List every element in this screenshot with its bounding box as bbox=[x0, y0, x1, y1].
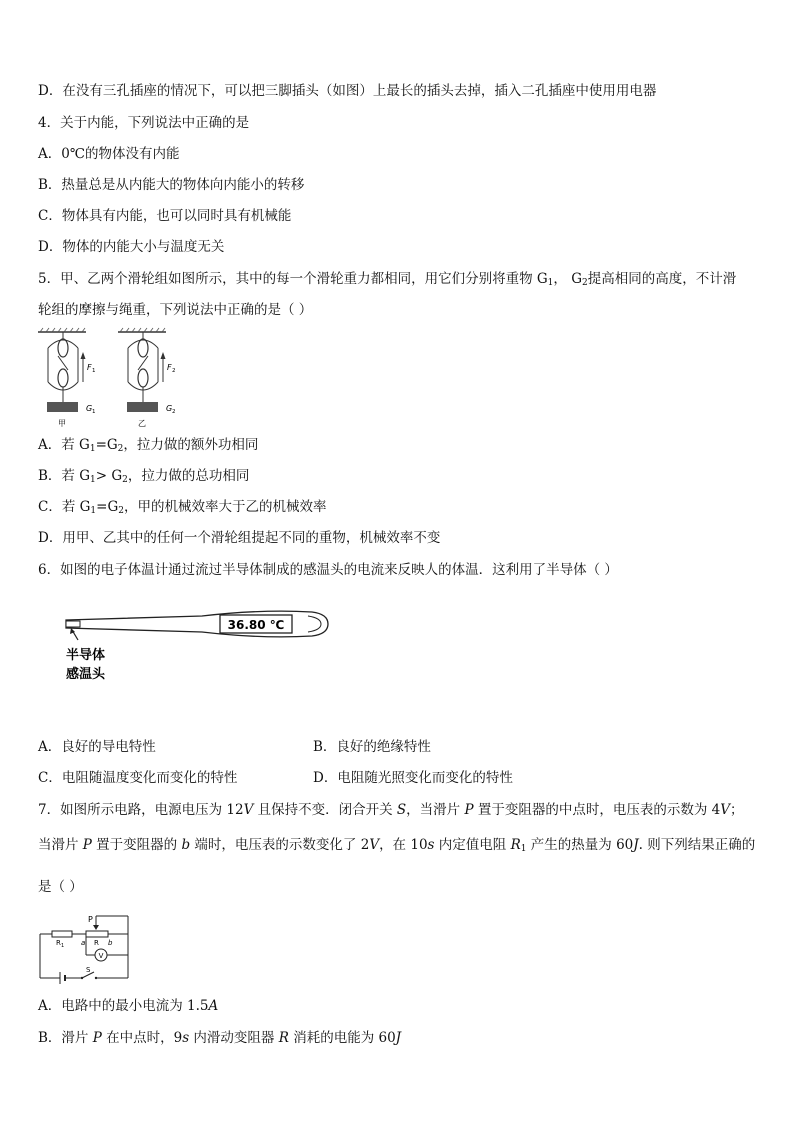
q7-stem-line3: 是（ ） bbox=[38, 879, 83, 895]
q6-stem: 6．如图的电子体温计通过流过半导体制成的感温头的电流来反映人的体温．这利用了半导体（ ） bbox=[38, 562, 618, 578]
q6-option-d: D．电阻随光照变化而变化的特性 bbox=[313, 770, 513, 786]
q7-option-b: B．滑片 P 在中点时，9s 内滑动变阻器 R 消耗的电能为 60J bbox=[38, 1030, 402, 1046]
svg-text:b: b bbox=[108, 939, 113, 947]
svg-text:1: 1 bbox=[61, 943, 65, 949]
svg-text:S: S bbox=[86, 966, 91, 974]
q6-option-b: B．良好的绝缘特性 bbox=[313, 739, 431, 755]
q4-stem: 4．关于内能，下列说法中正确的是 bbox=[38, 115, 250, 131]
q4-option-a: A．0℃的物体没有内能 bbox=[38, 146, 180, 162]
svg-text:R: R bbox=[56, 939, 61, 947]
svg-text:F: F bbox=[87, 363, 92, 372]
q3-option-d: D．在没有三孔插座的情况下，可以把三脚插头（如图）上最长的插头去掉，插入二孔插座中使用用电器 bbox=[38, 83, 657, 99]
q5-option-b: B．若 $G_1> G_2$，拉力做的总功相同 bbox=[38, 468, 250, 485]
svg-text:甲: 甲 bbox=[58, 419, 66, 428]
svg-text:G: G bbox=[166, 404, 173, 413]
svg-text:2: 2 bbox=[172, 368, 176, 374]
svg-text:1: 1 bbox=[92, 368, 96, 374]
q5-stem-line1: 5．甲、乙两个滑轮组如图所示，其中的每一个滑轮重力都相同，用它们分别将重物 $G_1$， $G_2$提高相同的高度，不计滑 bbox=[38, 271, 737, 288]
svg-text:V: V bbox=[98, 952, 104, 960]
q6-option-a: A．良好的导电特性 bbox=[38, 739, 156, 755]
q6-option-c: C．电阻随温度变化而变化的特性 bbox=[38, 770, 238, 786]
q5-option-a: A．若 $G_1=G_2$，拉力做的额外功相同 bbox=[38, 437, 259, 454]
circuit-figure bbox=[38, 910, 134, 984]
svg-text:乙: 乙 bbox=[138, 419, 146, 428]
q4-option-b: B．热量总是从内能大的物体向内能小的转移 bbox=[38, 177, 305, 193]
svg-text:P: P bbox=[88, 915, 93, 924]
svg-text:G: G bbox=[86, 404, 93, 413]
thermometer-figure bbox=[62, 606, 334, 690]
svg-text:1: 1 bbox=[92, 409, 96, 415]
q7-stem-line2: 当滑片 P 置于变阻器的 b 端时，电压表的示数变化了 2V，在 10s 内定值电阻 $R_1$ 产生的热量为 60J. 则下列结果正确的 bbox=[38, 837, 756, 854]
pulley-figure bbox=[36, 326, 186, 430]
q5-option-d: D．用甲、乙其中的任何一个滑轮组提起不同的重物，机械效率不变 bbox=[38, 530, 441, 546]
svg-text:F: F bbox=[167, 363, 172, 372]
svg-text:R: R bbox=[94, 939, 99, 947]
thermometer-display: 36.80 ℃ bbox=[227, 618, 285, 632]
svg-text:2: 2 bbox=[172, 409, 176, 415]
svg-text:半导体: 半导体 bbox=[66, 648, 106, 663]
q4-option-d: D．物体的内能大小与温度无关 bbox=[38, 239, 225, 255]
q7-option-a: A．电路中的最小电流为 1.5A bbox=[38, 998, 219, 1014]
svg-text:感温头: 感温头 bbox=[66, 667, 106, 682]
q5-stem-line2: 轮组的摩擦与绳重，下列说法中正确的是（ ） bbox=[38, 302, 313, 318]
q4-option-c: C．物体具有内能，也可以同时具有机械能 bbox=[38, 208, 292, 224]
q5-option-c: C．若 $G_1=G_2$，甲的机械效率大于乙的机械效率 bbox=[38, 499, 327, 516]
q7-stem-line1: 7．如图所示电路，电源电压为 12V 且保持不变．闭合开关 S，当滑片 P 置于变阻器的中点时，电压表的示数为 4V； bbox=[38, 802, 744, 818]
svg-text:a: a bbox=[81, 939, 86, 947]
